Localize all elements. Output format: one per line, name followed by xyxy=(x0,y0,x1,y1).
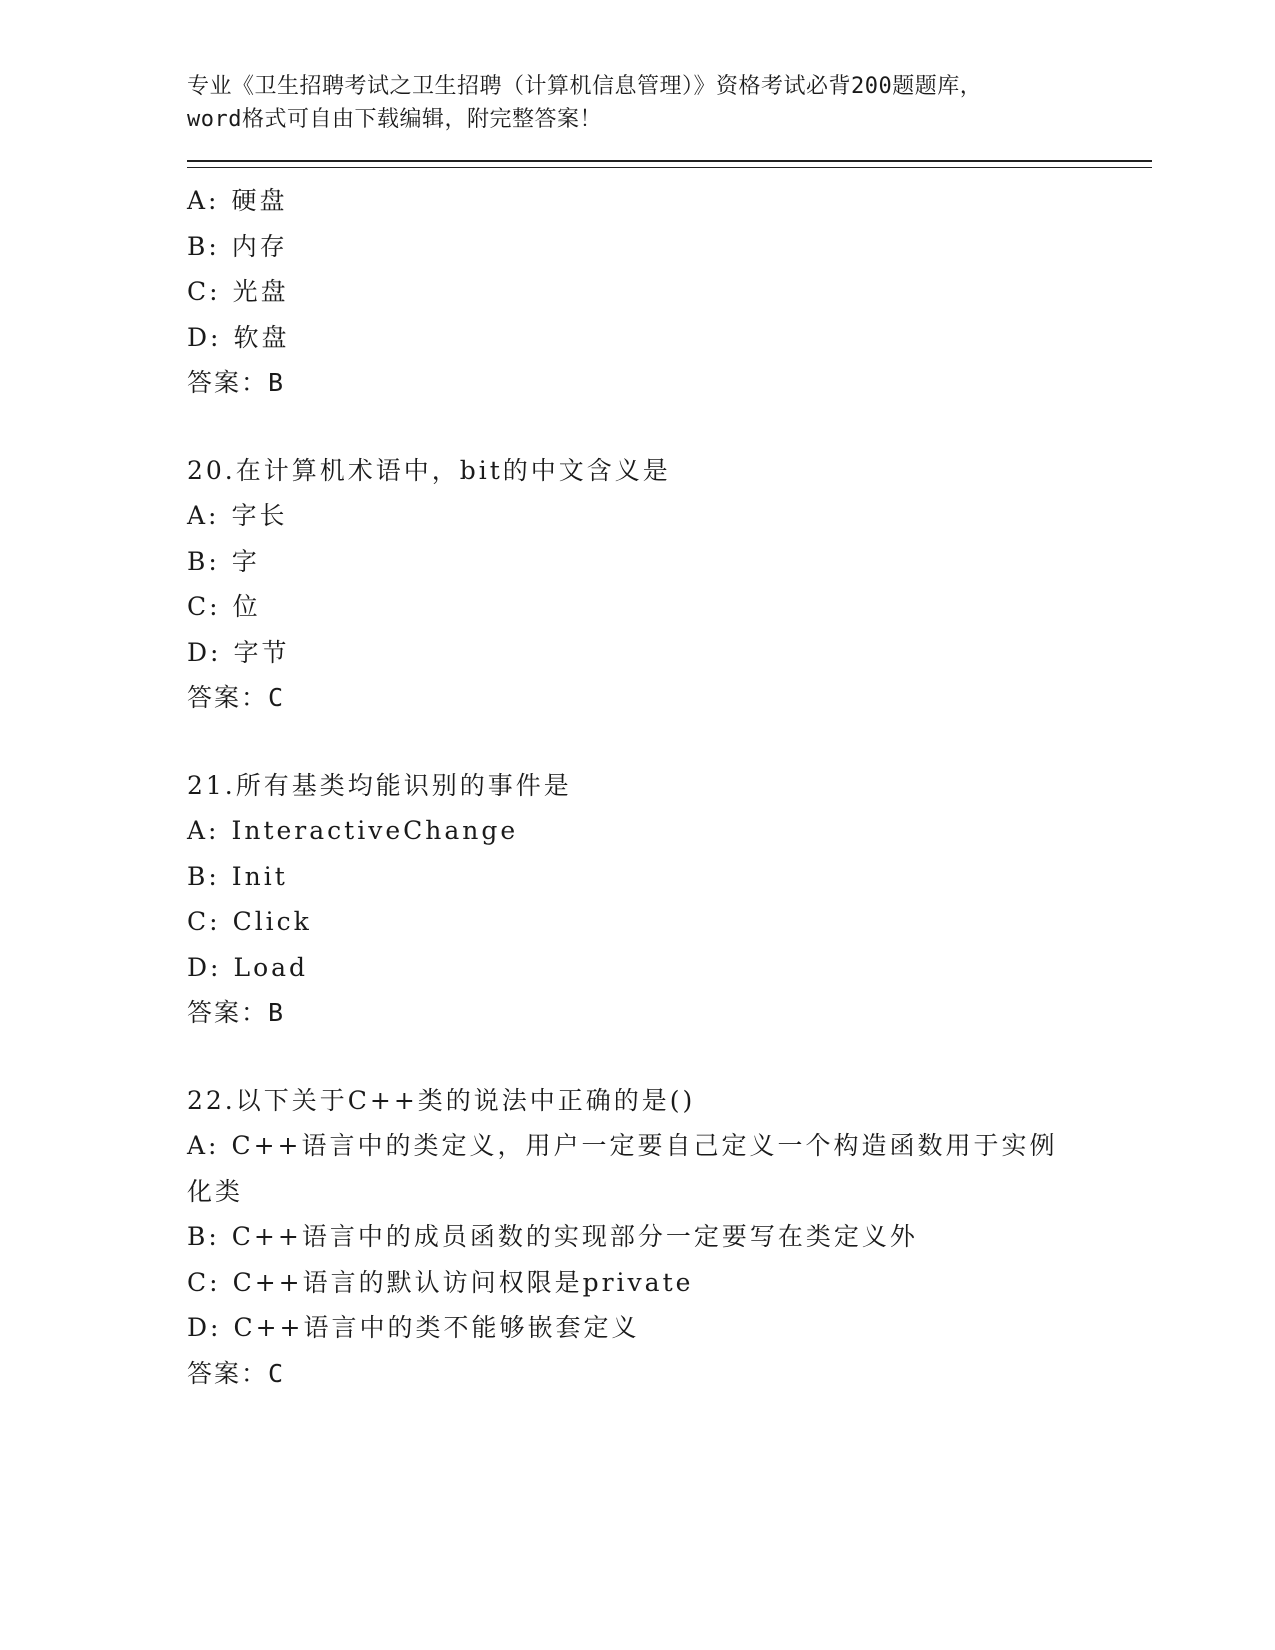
option-c: C: Click xyxy=(187,907,312,936)
question-21 xyxy=(187,763,1152,1036)
option-a: A: C++语言中的类定义，用户一定要自己定义一个构造函数用于实例化类 xyxy=(187,1131,1058,1206)
question-19 xyxy=(187,178,1152,406)
option-b: B: 内存 xyxy=(187,231,288,261)
question-22 xyxy=(187,1078,1152,1397)
question-stem: 21.所有基类均能识别的事件是 xyxy=(187,770,572,800)
option-d: D: 字节 xyxy=(187,637,290,667)
option-a: A: 字长 xyxy=(187,501,288,530)
document-page xyxy=(187,70,1152,1438)
header-line-2: word格式可自由下载编辑，附完整答案！ xyxy=(187,107,602,132)
option-c: C: 位 xyxy=(187,592,261,621)
option-b: B: 字 xyxy=(187,546,260,576)
option-c: C: C++语言的默认访问权限是private xyxy=(187,1267,694,1297)
option-d: D: Load xyxy=(187,952,309,982)
option-a: A: 硬盘 xyxy=(187,186,288,215)
header-divider xyxy=(187,160,1152,168)
question-list xyxy=(187,178,1152,1396)
option-b: B: C++语言中的成员函数的实现部分一定要写在类定义外 xyxy=(187,1222,918,1251)
document-header xyxy=(187,70,1087,136)
header-line-1: 专业《卫生招聘考试之卫生招聘（计算机信息管理）》资格考试必背200题题库， xyxy=(187,74,983,99)
answer-line: 答案：C xyxy=(187,1358,286,1388)
option-c: C: 光盘 xyxy=(187,277,289,306)
option-d: D: 软盘 xyxy=(187,322,290,352)
question-stem: 20.在计算机术语中，bit的中文含义是 xyxy=(187,455,671,485)
answer-line: 答案：B xyxy=(187,998,286,1027)
question-20 xyxy=(187,448,1152,721)
option-a: A: InteractiveChange xyxy=(187,816,519,845)
question-stem: 22.以下关于C++类的说法中正确的是() xyxy=(187,1085,696,1115)
option-d: D: C++语言中的类不能够嵌套定义 xyxy=(187,1313,640,1342)
option-b: B: Init xyxy=(187,861,288,891)
answer-line: 答案：B xyxy=(187,368,286,397)
answer-line: 答案：C xyxy=(187,683,286,712)
